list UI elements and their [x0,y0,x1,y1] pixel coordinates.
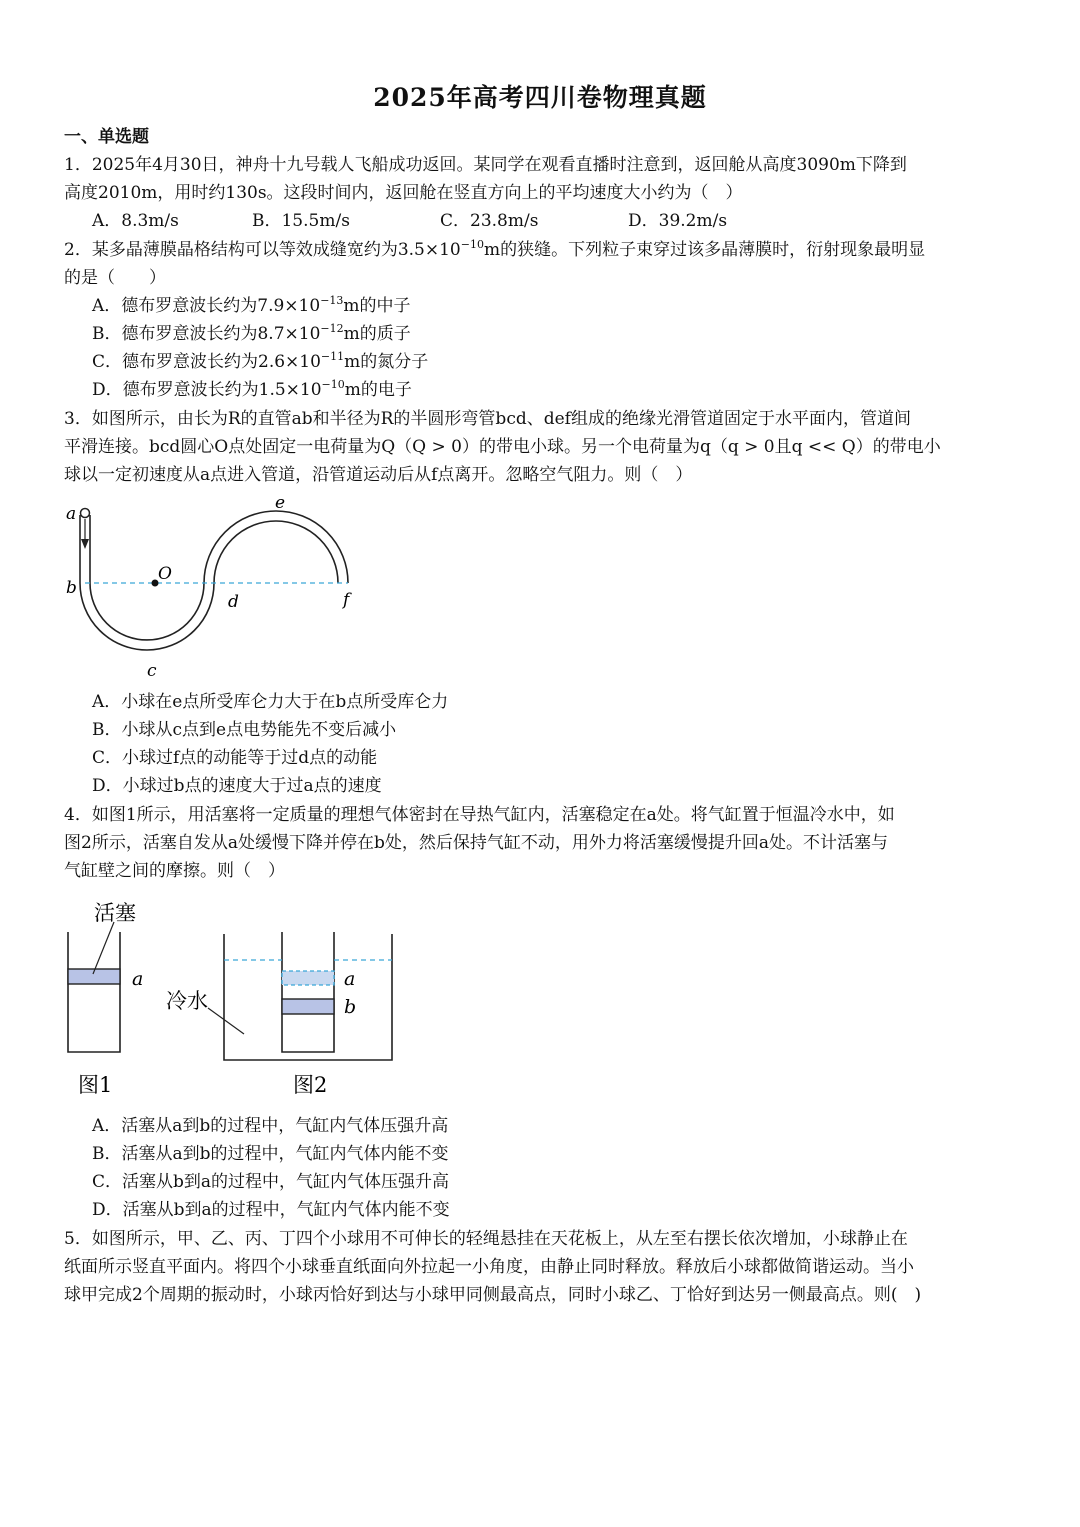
q3-pipe-figure [60,495,440,685]
label-b-fig2: b [344,996,357,1018]
q5-stem-line3: 球甲完成2个周期的振动时，小球丙恰好到达与小球甲同侧最高点，同时小球乙、丁恰好到达另一侧最高点。则( ) [64,1285,922,1305]
label-a-fig1: a [132,968,144,990]
q3-stem-line3: 球以一定初速度从a点进入管道，沿管道运动后从f点离开。忽略空气阻力。则（ ） [64,465,693,485]
q4-option-d[interactable]: D．活塞从b到a的过程中，气缸内气体内能不变 [92,1200,450,1220]
q2-stem-line2: 的是（ ） [64,268,166,288]
q2-option-b[interactable]: B．德布罗意波长约为$8.7\times 10^{-12}m$的质子 [92,322,411,344]
q1-option-d[interactable]: D．39.2m/s [628,211,728,231]
label-d: d [228,592,239,612]
q1-option-a[interactable]: A．8.3m/s [92,211,179,231]
q1-stem-line2: 高度2010m，用时约130s。这段时间内，返回舱在竖直方向上的平均速度大小约为（ ） [64,183,743,203]
q2-option-c[interactable]: C．德布罗意波长约为$2.6\times 10^{-11}m$的氮分子 [92,350,429,372]
q3-option-b[interactable]: B．小球从c点到e点电势能先不变后减小 [92,720,397,740]
q4-option-b[interactable]: B．活塞从a到b的过程中，气缸内气体内能不变 [92,1144,449,1164]
label-O: O [158,564,172,584]
q3-option-d[interactable]: D．小球过b点的速度大于过a点的速度 [92,776,382,796]
q1-stem-line1: 1．2025年4月30日，神舟十九号载人飞船成功返回。某同学在观看直播时注意到，返回舱从高度3090m下降到 [64,155,907,175]
label-a-fig2: a [344,968,356,990]
q3-option-a[interactable]: A．小球在e点所受库仑力大于在b点所受库仑力 [92,692,449,712]
q3-stem-line2: 平滑连接。bcd圆心O点处固定一电荷量为Q（Q > 0）的带电小球。另一个电荷量为q（q > 0且q << Q）的带电小 [64,437,941,457]
label-cold-water: 冷水 [166,989,208,1013]
q4-stem-line3: 气缸壁之间的摩擦。则（ ） [64,861,285,881]
section-heading: 一、单选题 [64,127,149,147]
q2-option-d[interactable]: D．德布罗意波长约为$1.5\times 10^{-10}m$的电子 [92,378,412,400]
q4-stem-line2: 图2所示，活塞自发从a处缓慢下降并停在b处，然后保持气缸不动，用外力将活塞缓慢提升回a处。不计活塞与 [64,833,888,853]
label-piston: 活塞 [94,901,136,925]
q3-stem-line1: 3．如图所示，由长为R的直管ab和半径为R的半圆形弯管bcd、def组成的绝缘光滑管道固定于水平面内，管道间 [64,409,911,429]
q2-option-a[interactable]: A．德布罗意波长约为$7.9\times 10^{-13}m$的中子 [92,294,411,316]
label-c: c [147,661,157,681]
label-e: e [275,493,286,513]
label-b: b [66,578,77,598]
q4-stem-line1: 4．如图1所示，用活塞将一定质量的理想气体密封在导热气缸内，活塞稳定在a处。将气缸置于恒温冷水中，如 [64,805,895,825]
label-fig2: 图2 [293,1073,328,1097]
q3-option-c[interactable]: C．小球过f点的动能等于过d点的动能 [92,748,378,768]
page-title: 2025年高考四川卷物理真题 [373,83,707,112]
label-f: f [343,590,350,610]
q1-options [92,208,727,234]
label-fig1: 图1 [78,1073,113,1097]
q1-option-b[interactable]: B．15.5m/s [252,211,350,231]
q1-option-c[interactable]: C．23.8m/s [440,211,539,231]
label-a: a [66,504,77,524]
q5-stem-line1: 5．如图所示，甲、乙、丙、丁四个小球用不可伸长的轻绳悬挂在天花板上，从左至右摆长依次增加，小球静止在 [64,1229,908,1249]
q4-option-c[interactable]: C．活塞从b到a的过程中，气缸内气体压强升高 [92,1172,450,1192]
q4-option-a[interactable]: A．活塞从a到b的过程中，气缸内气体压强升高 [92,1116,449,1136]
q5-stem-line2: 纸面所示竖直平面内。将四个小球垂直纸面向外拉起一小角度，由静止同时释放。释放后小球都做简谐运动。当小 [64,1257,914,1277]
q2-stem-line1: 2．某多晶薄膜晶格结构可以等效成缝宽约为$3.5\times 10^{-10}m$的狭缝。下列粒子束穿过该多晶薄膜时，衍射现象最明显 [64,238,926,260]
q4-cylinder-figure [60,896,420,1096]
